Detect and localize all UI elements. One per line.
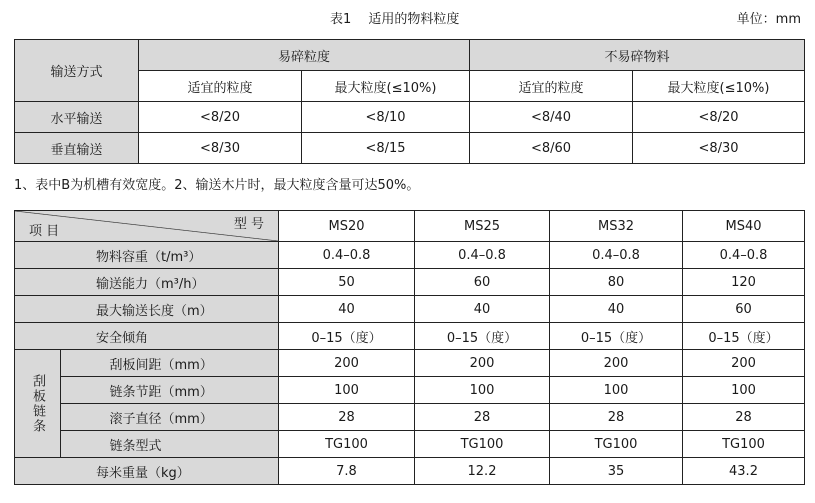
table-cell: 28	[279, 404, 415, 431]
row-label: 安全倾角	[15, 323, 279, 350]
table-cell: 12.2	[415, 458, 550, 485]
table-cell: 28	[415, 404, 550, 431]
row-label: 最大输送长度（m）	[15, 296, 279, 323]
table-cell: 28	[550, 404, 683, 431]
row-label: 物料容重（t/m³）	[15, 242, 279, 269]
header-non-fragile: 不易碎物料	[470, 40, 805, 71]
row-label: 水平输送	[15, 102, 139, 133]
table-cell: TG100	[550, 431, 683, 458]
model-header: MS25	[415, 211, 550, 242]
table-cell: 120	[683, 269, 805, 296]
unit-label: 单位：mm	[736, 12, 801, 27]
table-cell: 100	[415, 377, 550, 404]
particle-size-table	[14, 39, 805, 164]
table-title: 表1 适用的物料粒度	[330, 12, 460, 27]
header-max-size: 最大粒度(≤10%)	[633, 71, 805, 102]
caption	[0, 10, 815, 30]
header-max-size: 最大粒度(≤10%)	[302, 71, 470, 102]
table-cell: 0–15（度）	[279, 323, 415, 350]
table-cell: TG100	[279, 431, 415, 458]
table-row	[15, 296, 805, 323]
table-cell: 40	[415, 296, 550, 323]
row-label: 滚子直径（mm）	[61, 404, 279, 431]
table-cell: 40	[279, 296, 415, 323]
table-cell: 28	[683, 404, 805, 431]
table-row	[15, 431, 805, 458]
diagonal-header	[15, 211, 279, 242]
table-cell: 200	[415, 350, 550, 377]
table-row	[15, 323, 805, 350]
row-label: 链条型式	[61, 431, 279, 458]
table-cell: 40	[550, 296, 683, 323]
group-label-scraper-chain: 刮板链条	[15, 350, 61, 458]
table-cell: 0.4–0.8	[683, 242, 805, 269]
header-suitable-size: 适宜的粒度	[139, 71, 302, 102]
table-note: 1、表中B为机槽有效宽度。2、输送木片时，最大粒度含量可达50%。	[14, 178, 420, 193]
row-label: 刮板间距（mm）	[61, 350, 279, 377]
row-label: 输送能力（m³/h）	[15, 269, 279, 296]
table-cell: 100	[550, 377, 683, 404]
header-transport-mode: 输送方式	[15, 40, 139, 102]
table-cell: 7.8	[279, 458, 415, 485]
row-label: 每米重量（kg）	[15, 458, 279, 485]
table-cell: 80	[550, 269, 683, 296]
table-cell: <8/10	[302, 102, 470, 133]
table-row	[15, 133, 805, 164]
table-cell: <8/30	[633, 133, 805, 164]
table-row	[15, 269, 805, 296]
table-cell: 0.4–0.8	[415, 242, 550, 269]
model-header: MS32	[550, 211, 683, 242]
header-item: 项 目	[29, 224, 60, 239]
table-cell: 60	[415, 269, 550, 296]
table-cell: <8/20	[633, 102, 805, 133]
table-cell: 200	[279, 350, 415, 377]
table-cell: 0–15（度）	[415, 323, 550, 350]
table-cell: 50	[279, 269, 415, 296]
table-row	[15, 377, 805, 404]
table-cell: <8/30	[139, 133, 302, 164]
table-cell: <8/60	[470, 133, 633, 164]
table-cell: 43.2	[683, 458, 805, 485]
table-cell: 100	[683, 377, 805, 404]
header-model: 型 号	[233, 217, 264, 232]
table-cell: 0.4–0.8	[279, 242, 415, 269]
table-row	[15, 458, 805, 485]
table-cell: 0–15（度）	[550, 323, 683, 350]
header-fragile: 易碎粒度	[139, 40, 470, 71]
table-row	[15, 242, 805, 269]
table-cell: 0.4–0.8	[550, 242, 683, 269]
model-header: MS20	[279, 211, 415, 242]
table-row	[15, 404, 805, 431]
table-cell: 200	[550, 350, 683, 377]
table-cell: 200	[683, 350, 805, 377]
table-cell: <8/40	[470, 102, 633, 133]
table-cell: <8/15	[302, 133, 470, 164]
row-label: 链条节距（mm）	[61, 377, 279, 404]
table-cell: TG100	[415, 431, 550, 458]
table-row	[15, 102, 805, 133]
table-row	[15, 350, 805, 377]
table-cell: TG100	[683, 431, 805, 458]
table-cell: 100	[279, 377, 415, 404]
row-label: 垂直输送	[15, 133, 139, 164]
table-cell: 35	[550, 458, 683, 485]
header-suitable-size: 适宜的粒度	[470, 71, 633, 102]
model-spec-table	[14, 210, 805, 485]
table-cell: 60	[683, 296, 805, 323]
table-cell: 0–15（度）	[683, 323, 805, 350]
table-cell: <8/20	[139, 102, 302, 133]
model-header: MS40	[683, 211, 805, 242]
